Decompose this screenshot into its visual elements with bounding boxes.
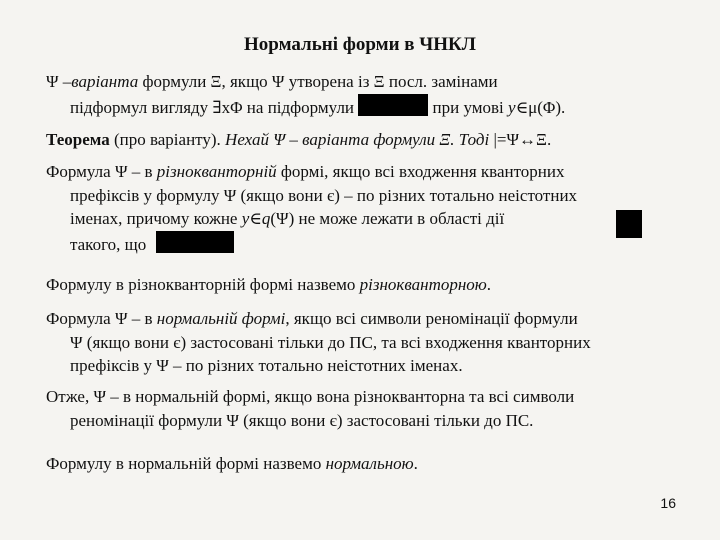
redacted-formula-box bbox=[358, 94, 428, 116]
p6-line2: реномінації формули Ψ (якщо вони є) застосовані тільки до ПС. bbox=[70, 410, 534, 430]
theorem-text-b: (про варіанту). bbox=[109, 130, 226, 149]
p1-text-l2d: ∈μ(Φ). bbox=[515, 97, 566, 117]
redacted-formula-box bbox=[156, 231, 234, 253]
slide-title: Нормальні форми в ЧНКЛ bbox=[244, 34, 476, 55]
redacted-quantifier-box bbox=[616, 210, 642, 238]
normal-form-summary bbox=[46, 385, 696, 432]
theorem-label: Теорема bbox=[46, 130, 110, 149]
p3-text-a: Формула Ψ – в bbox=[46, 162, 157, 181]
p3-var-y: y bbox=[241, 209, 250, 228]
page-number: 16 bbox=[660, 495, 676, 511]
p4-text-a: Формулу в різнокванторній формі назвемо bbox=[46, 275, 360, 294]
p7-term: нормальною bbox=[325, 454, 414, 473]
p3-var-q: q bbox=[261, 209, 271, 228]
p1-var-y: y bbox=[508, 97, 516, 117]
p3-term-multiquant: різнокванторній bbox=[156, 162, 277, 181]
theorem-statement: Нехай Ψ – варіанта формули Ξ. Тоді bbox=[225, 130, 490, 149]
p1-text-a: Ψ – bbox=[46, 72, 72, 91]
p5-line2: Ψ (якщо вони є) застосовані тільки до ПС, та всі входження кванторних bbox=[70, 332, 591, 352]
multi-quantifier-definition bbox=[46, 160, 696, 254]
p1-text-l2b: при умові bbox=[428, 97, 509, 117]
p3-text-c: формі, якщо всі входження кванторних bbox=[276, 162, 565, 181]
normal-form-naming bbox=[46, 452, 696, 476]
theorem bbox=[46, 128, 696, 152]
p5-line3: префіксів у Ψ – по різних тотально неістотних іменах. bbox=[70, 356, 463, 375]
p1-text-l2a: підформул вигляду ∃xΦ на підформули bbox=[70, 97, 359, 117]
p3-line2: префіксів у формулу Ψ (якщо вони є) – по різних тотально неістотних bbox=[70, 185, 578, 205]
p4-term: різнокванторною bbox=[359, 275, 487, 294]
theorem-conclusion: |=Ψ↔Ξ. bbox=[489, 130, 552, 149]
p7-text-c: . bbox=[413, 454, 418, 473]
p5-term-normal-form: нормальній формі bbox=[156, 309, 286, 328]
p7-text-a: Формулу в нормальній формі назвемо bbox=[46, 454, 326, 473]
multi-quantifier-naming bbox=[46, 273, 696, 297]
normal-form-definition bbox=[46, 307, 696, 378]
p5-text-a: Формула Ψ – в bbox=[46, 309, 157, 328]
p6-line1: Отже, Ψ – в нормальній формі, якщо вона різнокванторна та всі символи bbox=[46, 387, 575, 406]
p4-text-c: . bbox=[486, 275, 492, 294]
p3-text-l3c: ∈ bbox=[249, 209, 262, 228]
p3-text-l3e: (Ψ) не може лежати в області дії bbox=[270, 209, 505, 228]
variant-definition bbox=[46, 70, 696, 117]
p1-text-c: формули Ξ, якщо Ψ утворена із Ξ посл. замінами bbox=[138, 72, 498, 91]
p3-line4: такого, що bbox=[70, 234, 147, 254]
p1-term-variant: варіанта bbox=[71, 72, 139, 91]
p5-text-c: , якщо всі символи реномінації формули bbox=[285, 309, 578, 328]
p3-text-l3a: іменах, причому кожне bbox=[70, 209, 242, 228]
